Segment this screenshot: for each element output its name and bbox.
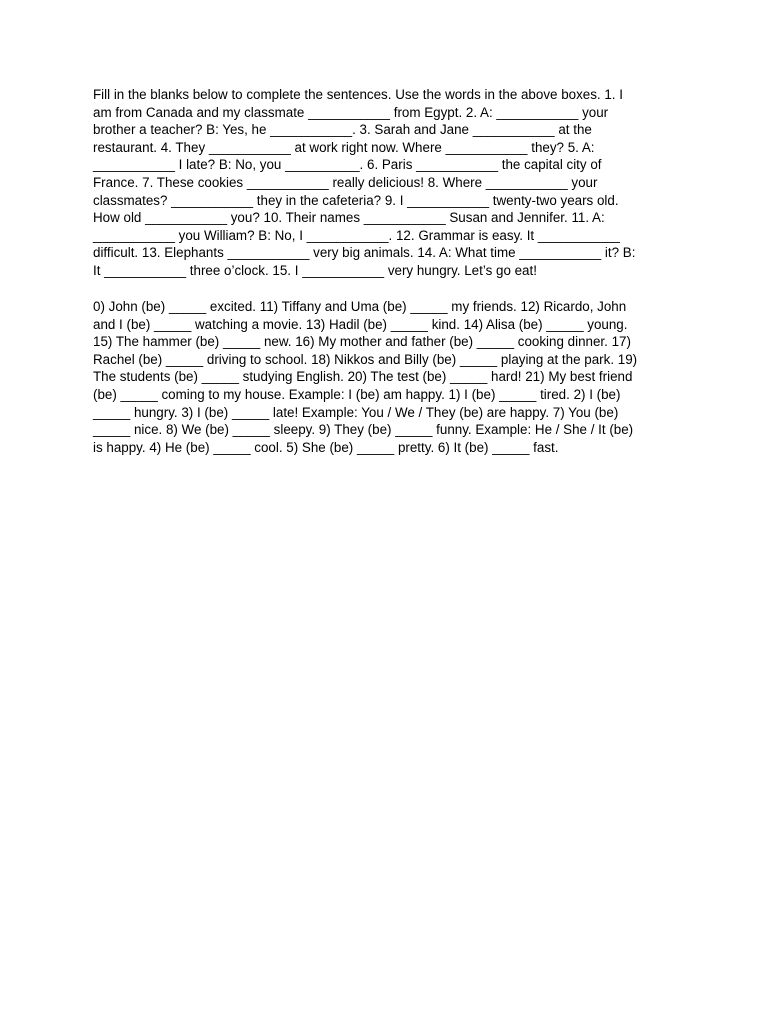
- text-line: How old ___________ you? 10. Their names ___________ Susan and Jennifer. 11. A:: [93, 210, 605, 226]
- text-line: 0) John (be) _____ excited. 11) Tiffany and Uma (be) _____ my friends. 12) Ricardo, John: [93, 299, 627, 314]
- text-line: classmates? ___________ they in the cafeteria? 9. I ___________ twenty-two years old.: [93, 192, 619, 208]
- text-line: France. 7. These cookies ___________ really delicious! 8. Where ___________ your: [93, 174, 598, 190]
- text-line: and I (be) _____ watching a movie. 13) Hadil (be) _____ kind. 14) Alisa (be) _____ young.: [93, 316, 628, 332]
- text-line: difficult. 13. Elephants ___________ very big animals. 14. A: What time ___________ it? B:: [93, 245, 636, 261]
- exercise-paragraph-be-verb: [93, 298, 678, 456]
- text-line: (be) _____ coming to my house. Example: I (be) am happy. 1) I (be) _____ tired. 2) I (be): [93, 386, 621, 402]
- text-line: Fill in the blanks below to complete the sentences. Use the words in the above boxes. 1. I: [93, 87, 623, 102]
- text-line: restaurant. 4. They ___________ at work right now. Where ___________ they? 5. A:: [93, 139, 595, 155]
- text-line: 15) The hammer (be) _____ new. 16) My mother and father (be) _____ cooking dinner. 17): [93, 334, 631, 350]
- text-line: is happy. 4) He (be) _____ cool. 5) She (be) _____ pretty. 6) It (be) _____ fast.: [93, 439, 559, 455]
- text-line: brother a teacher? B: Yes, he ___________. 3. Sarah and Jane ___________ at the: [93, 122, 592, 138]
- text-line: am from Canada and my classmate ___________ from Egypt. 2. A: ___________ your: [93, 104, 609, 120]
- text-line: ___________ you William? B: No, I ___________. 12. Grammar is easy. It ___________: [93, 227, 620, 243]
- text-line: _____ hungry. 3) I (be) _____ late! Example: You / We / They (be) are happy. 7) You (be): [93, 404, 619, 420]
- text-line: The students (be) _____ studying English. 20) The test (be) _____ hard! 21) My best friend: [93, 369, 633, 385]
- text-line: _____ nice. 8) We (be) _____ sleepy. 9) They (be) _____ funny. Example: He / She / It (be): [93, 422, 634, 438]
- text-line: Rachel (be) _____ driving to school. 18) Nikkos and Billy (be) _____ playing at the park. 19): [93, 351, 638, 367]
- text-line: It ___________ three o’clock. 15. I ___________ very hungry. Let’s go eat!: [93, 262, 537, 278]
- text-line: ___________ I late? B: No, you __________. 6. Paris ___________ the capital city of: [93, 157, 602, 173]
- exercise-paragraph-fill-in: [93, 86, 678, 280]
